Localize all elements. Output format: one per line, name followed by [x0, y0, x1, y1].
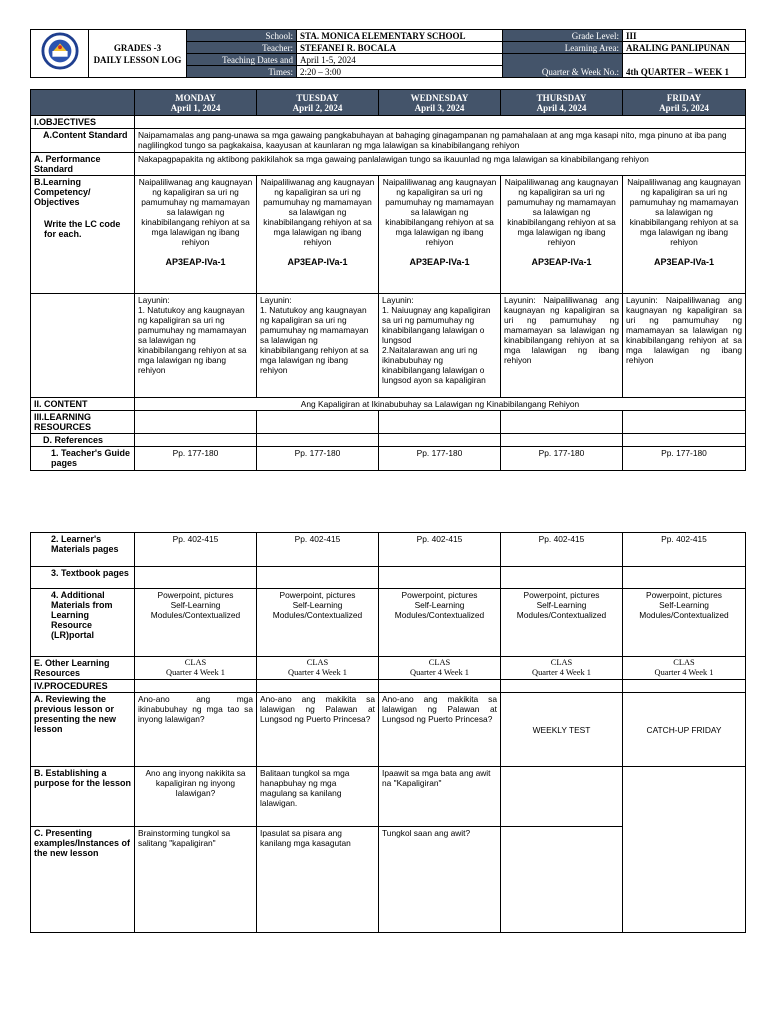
grade-title: GRADES -3: [113, 42, 162, 53]
tg-pages-tuesday: Pp. 177-180: [257, 447, 379, 471]
additional-thursday: Powerpoint, pictures Self-Learning Modules/Contextualized: [501, 589, 623, 657]
competency-thursday: Naipaliliwanag ang kaugnayan ng kapaligiran sa uri ng pamumuhay ng mamamayan sa lalawigan ng kinabibilangang rehiyon at sa mga lalawigan ng ibang rehiyon AP3EAP-IVa-1: [501, 176, 623, 294]
other-resources-tuesday: CLAS Quarter 4 Week 1: [257, 657, 379, 680]
layunin-label-empty: [31, 294, 135, 398]
times-label: Times:: [187, 66, 297, 78]
tg-pages-friday: Pp. 177-180: [623, 447, 746, 471]
presenting-monday: Brainstorming tungkol sa salitang "kapaligiran": [135, 827, 257, 933]
procedures-label: IV.PROCEDURES: [31, 680, 135, 693]
day-header-friday: FRIDAY April 5, 2024: [623, 90, 746, 116]
objectives-empty: [135, 116, 746, 129]
tg-pages-thursday: Pp. 177-180: [501, 447, 623, 471]
performance-standard-label: A. Performance Standard: [31, 153, 135, 176]
lc-code-wednesday: AP3EAP-IVa-1: [409, 257, 470, 267]
presenting-label: C. Presenting examples/Instances of the new lesson: [31, 827, 135, 933]
deped-logo: [31, 30, 89, 78]
competency-monday: Naipaliliwanag ang kaugnayan ng kapaligiran sa uri ng pamumuhay ng mamamayan sa lalawigan ng kinabibilangang rehiyon at sa mga lalawigan ng ibang rehiyon AP3EAP-IVa-1: [135, 176, 257, 294]
quarter-label: Quarter & Week No.:: [503, 54, 623, 78]
learning-area-label: Learning Area:: [503, 42, 623, 54]
layunin-wednesday: Layunin: 1. Naiuugnay ang kapaligiran sa uri ng pamumuhay ng kinabibilangang lalawigan o lungsod 2.Naitalarawan ang uri ng ikinabubuhay ng kinabibilangang lalawigan o lungsod ayon sa kapaligiran: [379, 294, 501, 398]
layunin-friday: Layunin: Naipaliliwanag ang kaugnayan ng kapaligiran sa uri ng pamumuhay ng mamamayan sa lalawigan ng kinabibilangang rehiyon at sa mga lalawigan ng ibang rehiyon: [623, 294, 746, 398]
additional-wednesday: Powerpoint, pictures Self-Learning Modules/Contextualized: [379, 589, 501, 657]
lm-pages-wednesday: Pp. 402-415: [379, 533, 501, 567]
lm-pages-monday: Pp. 402-415: [135, 533, 257, 567]
lesson-table-page-2: [30, 532, 746, 933]
performance-standard-text: Nakapagpapakita ng aktibong pakikilahok sa mga gawaing panlalawigan tungo sa ikauunlad ng mga lalawigan sa kinabibilangang rehiyon: [135, 153, 746, 176]
learning-resources-label: III.LEARNING RESOURCES: [31, 411, 135, 434]
competency-tuesday: Naipaliliwanag ang kaugnayan ng kapaligiran sa uri ng pamumuhay ng mamamayan sa lalawigan ng kinabibilangang rehiyon at sa mga lalawigan ng ibang rehiyon AP3EAP-IVa-1: [257, 176, 379, 294]
day-header-thursday: THURSDAY April 4, 2024: [501, 90, 623, 116]
day-header-wednesday: WEDNESDAY April 3, 2024: [379, 90, 501, 116]
day-header-monday: MONDAY April 1, 2024: [135, 90, 257, 116]
additional-monday: Powerpoint, pictures Self-Learning Modules/Contextualized: [135, 589, 257, 657]
content-standard-text: Naipamamalas ang pang-unawa sa mga gawaing pangkabuhayan at bahaging ginagampanan ng pamahalaan at ang mga kasapi nito, mga pinuno at iba pang naglilingkod tungo sa pagkakaisa, kaayusan at kaunlaran ng mga lalawigan sa kinabibilangang rehiyon: [135, 129, 746, 153]
write-lc-code-note: Write the LC code for each.: [44, 219, 121, 239]
tg-pages-monday: Pp. 177-180: [135, 447, 257, 471]
layunin-monday: Layunin: 1. Natutukoy ang kaugnayan ng kapaligiran sa uri ng pamumuhay ng mamamayan sa lalawigan ng kinabibilangang rehiyon at sa mga lalawigan ng ibang rehiyon: [135, 294, 257, 398]
day-header-row: [31, 90, 746, 116]
establishing-monday: Ano ang inyong nakikita sa kapaligiran ng inyong lalawigan?: [135, 767, 257, 827]
presenting-thursday-empty: [501, 827, 623, 933]
learning-competency-label: B.Learning Competency/ Objectives Write the LC code for each.: [31, 176, 135, 294]
catch-up-friday: CATCH-UP FRIDAY: [623, 693, 746, 767]
learning-area-value: ARALING PANLIPUNAN: [623, 42, 746, 54]
weekly-test-thursday: WEEKLY TEST: [501, 693, 623, 767]
content-label: II. CONTENT: [31, 398, 135, 411]
lc-code-friday: AP3EAP-IVa-1: [653, 257, 715, 267]
grade-level-label: Grade Level:: [503, 30, 623, 42]
day-header-tuesday: TUESDAY April 2, 2024: [257, 90, 379, 116]
presenting-wednesday: Tungkol saan ang awit?: [379, 827, 501, 933]
grade-level-value: III: [623, 30, 746, 42]
establishing-wednesday: Ipaawit sa mga bata ang awit na "Kapaligiran": [379, 767, 501, 827]
deped-seal-icon: [41, 32, 79, 70]
school-value: STA. MONICA ELEMENTARY SCHOOL: [297, 30, 503, 42]
objectives-label: I.OBJECTIVES: [31, 116, 135, 129]
times-value: 2:20 – 3:00: [297, 66, 503, 78]
lc-code-monday: AP3EAP-IVa-1: [165, 257, 226, 267]
tg-pages-label: 1. Teacher's Guide pages: [31, 447, 135, 471]
lesson-log-title: [89, 30, 187, 78]
lesson-table-page-1: [30, 89, 746, 471]
lm-pages-label: 2. Learner's Materials pages: [31, 533, 135, 567]
lc-code-thursday: AP3EAP-IVa-1: [531, 257, 592, 267]
reviewing-monday: Ano-ano ang mga ikinabubuhay ng mga tao sa inyong lalawigan?: [135, 693, 257, 767]
dates-label: Teaching Dates and: [187, 54, 297, 66]
reviewing-label: A. Reviewing the previous lesson or presenting the new lesson: [31, 693, 135, 767]
reviewing-wednesday: Ano-ano ang makikita sa lalawigan ng Palawan at Lungsod ng Puerto Princesa?: [379, 693, 501, 767]
tg-pages-wednesday: Pp. 177-180: [379, 447, 501, 471]
layunin-thursday: Layunin: Naipaliliwanag ang kaugnayan ng kapaligiran sa uri ng pamumuhay ng mamamayan sa lalawigan ng kinabibilangang rehiyon at sa mga lalawigan ng ibang rehiyon: [501, 294, 623, 398]
header-table: [30, 29, 746, 78]
school-label: School:: [187, 30, 297, 42]
establishing-tuesday: Balitaan tungkol sa mga hanapbuhay ng mga magulang sa kanilang lalawigan.: [257, 767, 379, 827]
textbook-label: 3. Textbook pages: [31, 567, 135, 589]
quarter-value: 4th QUARTER – WEEK 1: [623, 54, 746, 78]
log-title: DAILY LESSON LOG: [93, 54, 182, 65]
competency-wednesday: Naipaliliwanag ang kaugnayan ng kapaligiran sa uri ng pamumuhay ng mamamayan sa lalawigan ng kinabibilangang rehiyon at sa mga lalawigan ng ibang rehiyon AP3EAP-IVa-1: [379, 176, 501, 294]
additional-materials-label: 4. Additional Materials from Learning Resource (LR)portal: [31, 589, 135, 657]
lm-pages-thursday: Pp. 402-415: [501, 533, 623, 567]
additional-friday: Powerpoint, pictures Self-Learning Modules/Contextualized: [623, 589, 746, 657]
lc-code-tuesday: AP3EAP-IVa-1: [287, 257, 348, 267]
layunin-tuesday: Layunin: 1. Natutukoy ang kaugnayan ng kapaligiran sa uri ng pamumuhay ng mamamayan sa lalawigan ng kinabibilangang rehiyon at sa mga lalawigan ng ibang rehiyon: [257, 294, 379, 398]
dates-value: April 1-5, 2024: [297, 54, 503, 66]
presenting-tuesday: Ipasulat sa pisara ang kanilang mga kasagutan: [257, 827, 379, 933]
other-resources-label: E. Other Learning Resources: [31, 657, 135, 680]
competency-friday: Naipaliliwanag ang kaugnayan ng kapaligiran sa uri ng pamumuhay ng mamamayan sa lalawigan ng kinabibilangang rehiyon at sa mga lalawigan ng ibang rehiyon AP3EAP-IVa-1: [623, 176, 746, 294]
establishing-thursday-empty: [501, 767, 623, 827]
other-resources-friday: CLAS Quarter 4 Week 1: [623, 657, 746, 680]
additional-tuesday: Powerpoint, pictures Self-Learning Modules/Contextualized: [257, 589, 379, 657]
other-resources-monday: CLAS Quarter 4 Week 1: [135, 657, 257, 680]
other-resources-thursday: CLAS Quarter 4 Week 1: [501, 657, 623, 680]
references-label: D. References: [31, 434, 135, 447]
teacher-value: STEFANEI R. BOCALA: [297, 42, 503, 54]
establishing-label: B. Establishing a purpose for the lesson: [31, 767, 135, 827]
content-standard-label: A.Content Standard: [31, 129, 135, 153]
friday-empty-merged: [623, 767, 746, 933]
lm-pages-friday: Pp. 402-415: [623, 533, 746, 567]
corner-cell: [31, 90, 135, 116]
reviewing-tuesday: Ano-ano ang makikita sa lalawigan ng Palawan at Lungsod ng Puerto Princesa?: [257, 693, 379, 767]
lm-pages-tuesday: Pp. 402-415: [257, 533, 379, 567]
content-text: Ang Kapaligiran at Ikinabubuhay sa Lalawigan ng Kinabibilangang Rehiyon: [135, 398, 746, 411]
teacher-label: Teacher:: [187, 42, 297, 54]
other-resources-wednesday: CLAS Quarter 4 Week 1: [379, 657, 501, 680]
